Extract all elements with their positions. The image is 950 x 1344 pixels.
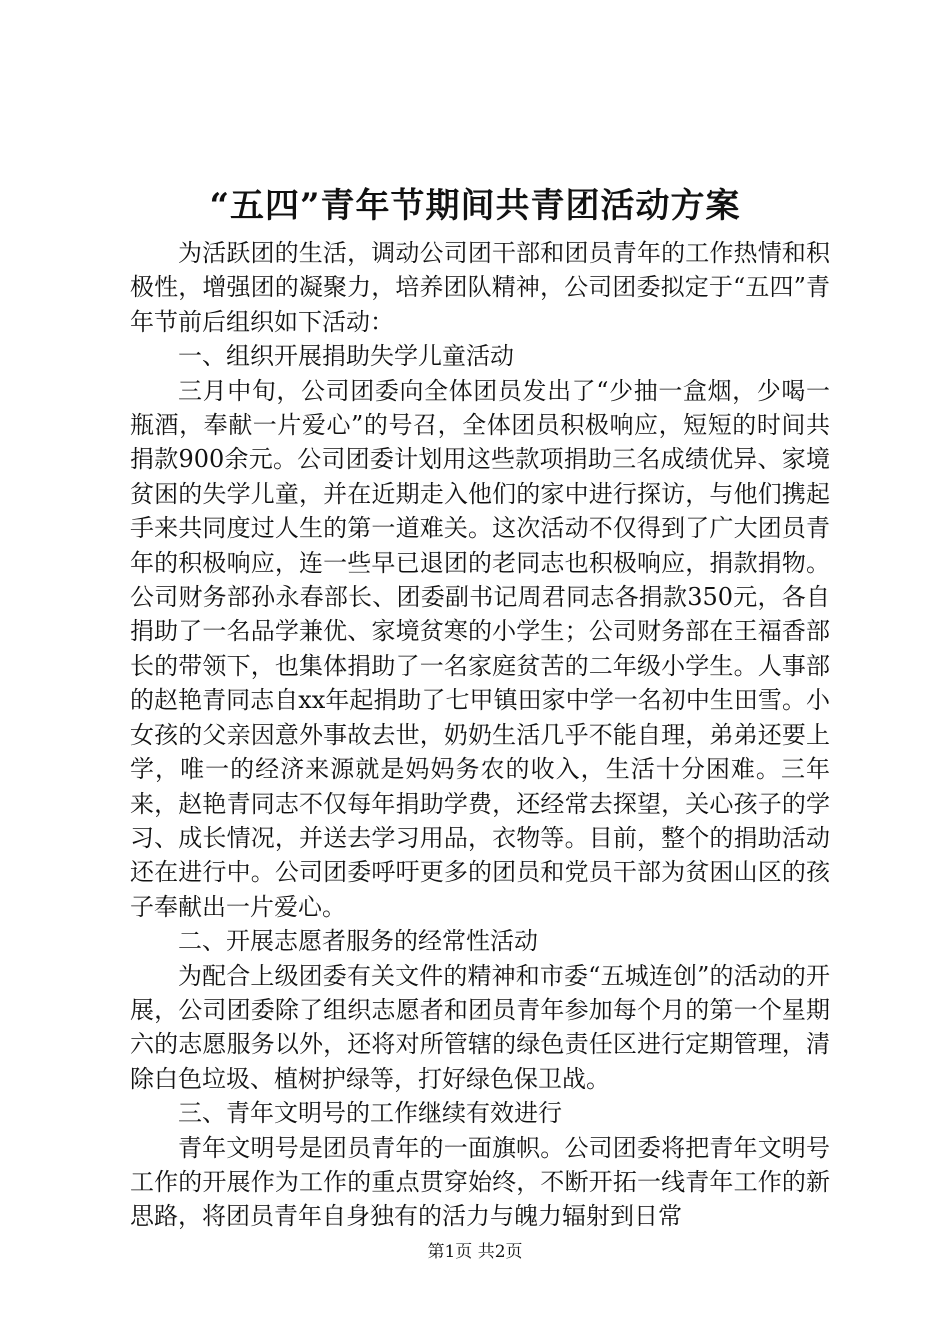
section-paragraph-1: 三月中旬，公司团委向全体团员发出了“少抽一盒烟，少喝一瓶酒，奉献一片爱心”的号召，全体团员积极响应，短短的时间共捐款900余元。公司团委计划用这些款项捐助三名成绩优异、家境贫困的失学儿童，并在近期走入他们的家中进行探访，与他们携起手来共同度过人生的第一道难关。这次活动不仅得到了广大团员青年的积极响应，连一些早已退团的老同志也积极响应，捐款捐物。公司财务部孙永春部长、团委副书记周君同志各捐款350元，各自捐助了一名品学兼优、家境贫寒的小学生；公司财务部在王福香部长的带领下，也集体捐助了一名家庭贫苦的二年级小学生。人事部的赵艳青同志自xx年起捐助了七甲镇田家中学一名初中生田雪。小女孩的父亲因意外事故去世，奶奶生活几乎不能自理，弟弟还要上学，唯一的经济来源就是妈妈务农的收入，生活十分困难。三年来，赵艳青同志不仅每年捐助学费，还经常去探望，关心孩子的学习、成长情况，并送去学习用品，衣物等。目前，整个的捐助活动还在进行中。公司团委呼吁更多的团员和党员干部为贫困山区的孩子奉献出一片爱心。 <box>130 376 830 921</box>
page-indicator: 第1页 共2页 <box>427 1242 523 1262</box>
document-title: “五四”青年节期间共青团活动方案 <box>209 186 741 226</box>
section-paragraph-2: 为配合上级团委有关文件的精神和市委“五城连创”的活动的开展，公司团委除了组织志愿者和团员青年参加每个月的第一个星期六的志愿服务以外，还将对所管辖的绿色责任区进行定期管理，清除白色垃圾、植树护绿等，打好绿色保卫战。 <box>130 961 830 1093</box>
section-paragraph-3: 青年文明号是团员青年的一面旗帜。公司团委将把青年文明号工作的开展作为工作的重点贯穿始终，不断开拓一线青年工作的新思路，将团员青年自身独有的活力与魄力辐射到日常 <box>130 1133 830 1231</box>
page-footer <box>0 1241 950 1263</box>
document-body <box>130 236 830 1234</box>
section-heading-1: 一、组织开展捐助失学儿童活动 <box>178 342 514 371</box>
section-heading-3: 三、青年文明号的工作继续有效进行 <box>178 1099 562 1128</box>
intro-paragraph: 为活跃团的生活，调动公司团干部和团员青年的工作热情和积极性，增强团的凝聚力，培养团队精神，公司团委拟定于“五四”青年节前后组织如下活动： <box>130 239 830 336</box>
section-heading-2: 二、开展志愿者服务的经常性活动 <box>178 927 538 956</box>
